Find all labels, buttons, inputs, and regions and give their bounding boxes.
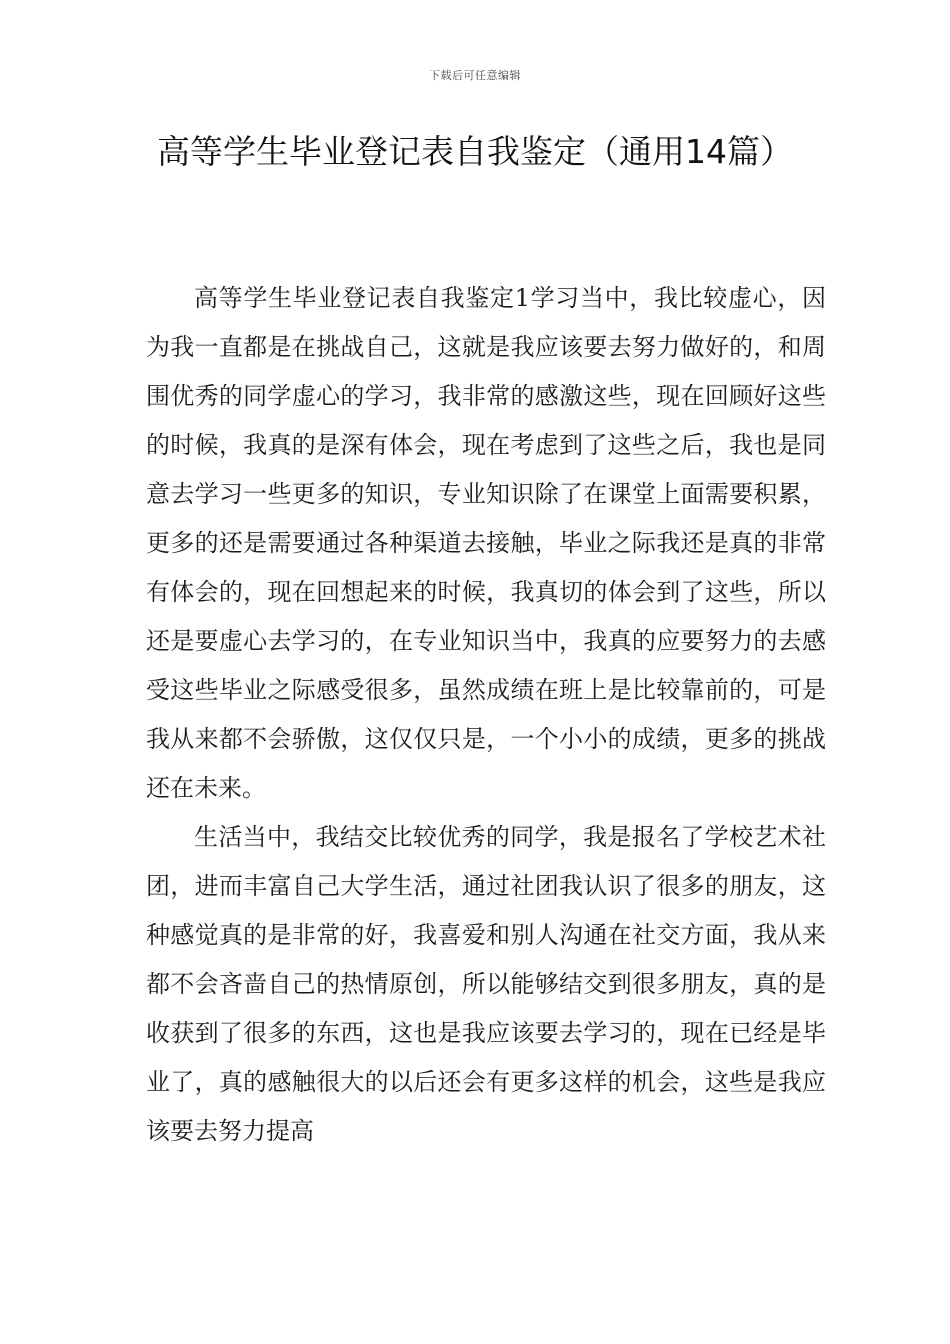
- paragraph-2: 生活当中，我结交比较优秀的同学，我是报名了学校艺术社团，进而丰富自己大学生活，通过社团我认识了很多的朋友，这种感觉真的是非常的好，我喜爱和别人沟通在社交方面，我从来都不会吝啬自己的热情原创，所以能够结交到很多朋友，真的是收获到了很多的东西，这也是我应该要去学习的，现在已经是毕业了，真的感触很大的以后还会有更多这样的机会，这些是我应该要去努力提高: [146, 823, 826, 1145]
- header-note: 下载后可任意编辑: [429, 69, 521, 82]
- paragraph-1: 高等学生毕业登记表自我鉴定1学习当中，我比较虚心，因为我一直都是在挑战自己，这就是我应该要去努力做好的，和周围优秀的同学虚心的学习，我非常的感激这些，现在回顾好这些的时候，我真的是深有体会，现在考虑到了这些之后，我也是同意去学习一些更多的知识，专业知识除了在课堂上面需要积累，更多的还是需要通过各种渠道去接触，毕业之际我还是真的非常有体会的，现在回想起来的时候，我真切的体会到了这些，所以还是要虚心去学习的，在专业知识当中，我真的应要努力的去感受这些毕业之际感受很多，虽然成绩在班上是比较靠前的，可是我从来都不会骄傲，这仅仅只是，一个小小的成绩，更多的挑战还在未来。: [146, 284, 826, 802]
- document-body: [146, 274, 826, 1156]
- document-title: 高等学生毕业登记表自我鉴定（通用14篇）: [157, 132, 793, 171]
